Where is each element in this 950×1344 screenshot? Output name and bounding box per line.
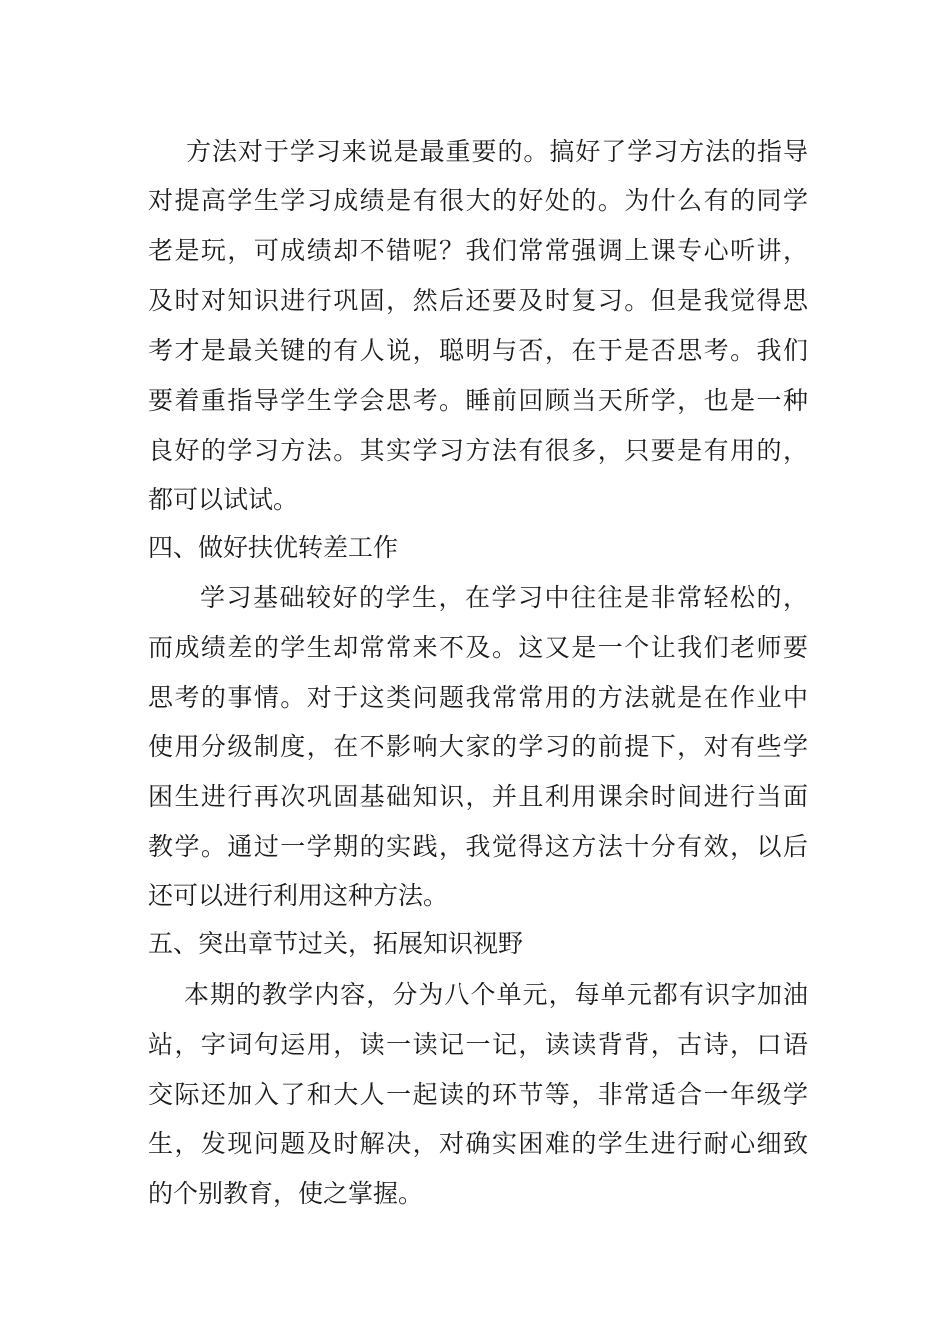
paragraph-2-line-4: 使用分级制度，在不影响大家的学习的前提下，对有些学 (148, 732, 808, 761)
paragraph-1-line-2: 对提高学生学习成绩是有很大的好处的。为什么有的同学 (148, 186, 808, 215)
paragraph-3-line-1: 本期的教学内容，分为八个单元，每单元都有识字加油 (184, 980, 808, 1009)
paragraph-1-line-6: 要着重指导学生学会思考。睡前回顾当天所学，也是一种 (148, 386, 808, 415)
paragraph-2-line-7: 还可以进行利用这种方法。 (148, 881, 449, 910)
paragraph-3-line-4: 生，发现问题及时解决，对确实困难的学生进行耐心细致 (148, 1129, 808, 1158)
paragraph-2-line-2: 而成绩差的学生却常常来不及。这又是一个让我们老师要 (148, 633, 808, 662)
paragraph-3-line-5: 的个别教育，使之掌握。 (148, 1179, 424, 1208)
paragraph-2-line-6: 教学。通过一学期的实践，我觉得这方法十分有效，以后 (148, 832, 808, 861)
paragraph-3-line-3: 交际还加入了和大人一起读的环节等，非常适合一年级学 (148, 1080, 808, 1109)
paragraph-1-line-3: 老是玩，可成绩却不错呢？我们常常强调上课专心听讲， (148, 236, 808, 265)
paragraph-1-line-1: 方法对于学习来说是最重要的。搞好了学习方法的指导 (186, 137, 808, 166)
paragraph-1-line-5: 考才是最关键的有人说，聪明与否，在于是否思考。我们 (148, 336, 808, 365)
paragraph-2-line-3: 思考的事情。对于这类问题我常常用的方法就是在作业中 (148, 683, 808, 712)
paragraph-2-line-1: 学习基础较好的学生，在学习中往往是非常轻松的， (200, 583, 808, 612)
section-heading-5: 五、突出章节过关，拓展知识视野 (148, 929, 524, 958)
paragraph-1-line-8: 都可以试试。 (148, 485, 299, 514)
paragraph-2-line-5: 困生进行再次巩固基础知识，并且利用课余时间进行当面 (148, 782, 808, 811)
paragraph-1-line-7: 良好的学习方法。其实学习方法有很多，只要是有用的， (148, 436, 808, 465)
paragraph-3-line-2: 站，字词句运用，读一读记一记，读读背背，古诗，口语 (148, 1030, 808, 1059)
section-heading-4: 四、做好扶优转差工作 (148, 533, 399, 562)
paragraph-1-line-4: 及时对知识进行巩固，然后还要及时复习。但是我觉得思 (148, 286, 808, 315)
